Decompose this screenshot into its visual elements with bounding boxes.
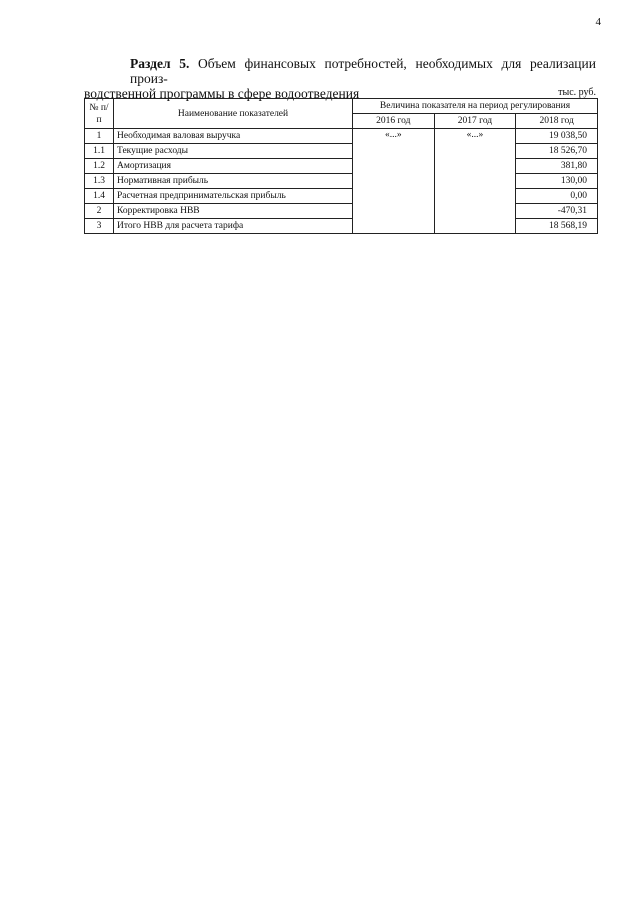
row-num: 1.3 bbox=[85, 174, 114, 189]
row-name: Текущие расходы bbox=[114, 144, 353, 159]
heading-text-line2: водственной программы в сфере водоотведения bbox=[84, 86, 360, 101]
section-label: Раздел 5. bbox=[130, 56, 190, 71]
row-value-2018: 18 568,19 bbox=[516, 219, 598, 234]
row-num: 3 bbox=[85, 219, 114, 234]
page-number: 4 bbox=[595, 16, 601, 28]
row-value-2018: -470,31 bbox=[516, 204, 598, 219]
units-label: тыс. руб. bbox=[558, 87, 596, 98]
row-name: Нормативная прибыль bbox=[114, 174, 353, 189]
table-row bbox=[85, 129, 598, 144]
header-year-2017: 2017 год bbox=[434, 114, 516, 129]
financial-needs-table bbox=[84, 98, 598, 234]
heading-text-line1: Объем финансовых потребностей, необходимых для реализации произ- bbox=[130, 56, 596, 86]
placeholder-2016: «...» bbox=[353, 129, 435, 234]
table-row bbox=[85, 174, 598, 189]
table-row bbox=[85, 204, 598, 219]
header-name: Наименование показателей bbox=[114, 99, 353, 129]
row-num: 1.1 bbox=[85, 144, 114, 159]
row-num: 1.4 bbox=[85, 189, 114, 204]
table-row bbox=[85, 159, 598, 174]
row-name: Корректировка НВВ bbox=[114, 204, 353, 219]
placeholder-2017: «...» bbox=[434, 129, 516, 234]
row-value-2018: 18 526,70 bbox=[516, 144, 598, 159]
header-num: № п/п bbox=[85, 99, 114, 129]
row-name: Амортизация bbox=[114, 159, 353, 174]
header-period: Величина показателя на период регулирования bbox=[353, 99, 598, 114]
table-row bbox=[85, 144, 598, 159]
row-num: 1 bbox=[85, 129, 114, 144]
row-name: Итого НВВ для расчета тарифа bbox=[114, 219, 353, 234]
row-value-2018: 130,00 bbox=[516, 174, 598, 189]
header-year-2016: 2016 год bbox=[353, 114, 435, 129]
row-value-2018: 381,80 bbox=[516, 159, 598, 174]
header-year-2018: 2018 год bbox=[516, 114, 598, 129]
table-row bbox=[85, 219, 598, 234]
table-row bbox=[85, 189, 598, 204]
row-value-2018: 19 038,50 bbox=[516, 129, 598, 144]
section-heading bbox=[84, 56, 596, 101]
row-num: 1.2 bbox=[85, 159, 114, 174]
row-name: Необходимая валовая выручка bbox=[114, 129, 353, 144]
row-num: 2 bbox=[85, 204, 114, 219]
row-value-2018: 0,00 bbox=[516, 189, 598, 204]
row-name: Расчетная предпринимательская прибыль bbox=[114, 189, 353, 204]
